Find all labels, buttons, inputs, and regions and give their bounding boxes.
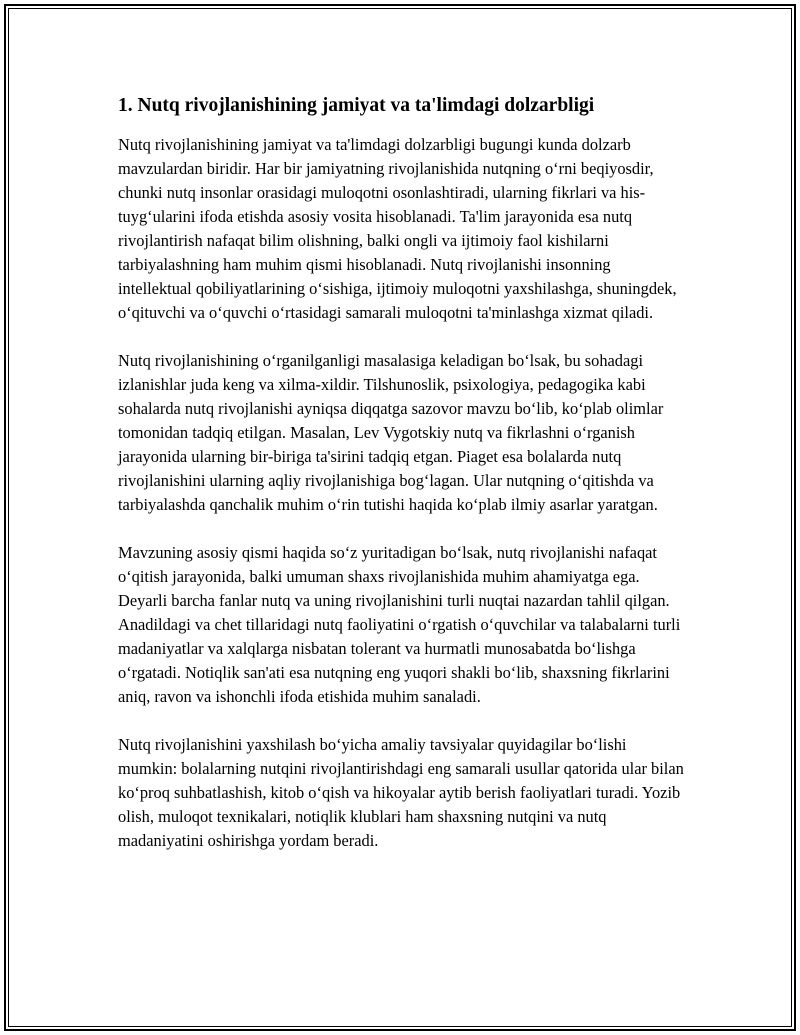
paragraph-research: Nutq rivojlanishining o‘rganilganligi masalasiga keladigan bo‘lsak, bu sohadagi izlanishlar juda keng va xilma-xildir. Tilshunoslik, psixologiya, pedagogika kabi sohalarda nutq rivojlanishi ayniqsa diqqatga sazovor mavzu bo‘lib, ko‘plab olimlar tomonidan tadqiq etilgan. Masalan, Lev Vygotskiy nutq va fikrlashni o‘rganish jarayonida ularning bir-biriga ta'sirini tadqiq etgan. Piaget esa bolalarda nutq rivojlanishini ularning aqliy rivojlanishiga bog‘lagan. Ular nutqning o‘qitishda va tarbiyalashda qanchalik muhim o‘rin tutishi haqida ko‘plab ilmiy asarlar yaratgan. — [118, 351, 664, 514]
section-heading: 1. Nutq rivojlanishining jamiyat va ta'limdagi dolzarbligi — [118, 95, 595, 116]
paragraph-relevance: Nutq rivojlanishining jamiyat va ta'limdagi dolzarbligi bugungi kunda dolzarb mavzulardan biridir. Har bir jamiyatning rivojlanishida nutqning o‘rni beqiyosdir, chunki nutq insonlar orasidagi muloqotni osonlashtiradi, ularning fikrlari va his-tuyg‘ularini ifoda etishda asosiy vosita hisoblanadi. Ta'lim jarayonida esa nutq rivojlantirish nafaqat bilim olishning, balki ongli va ijtimoiy faol kishilarni tarbiyalashning ham muhim qismi hisoblanadi. Nutq rivojlanishi insonning intellektual qobiliyatlarining o‘sishiga, ijtimoiy muloqotni yaxshilashga, shuningdek, o‘qituvchi va o‘quvchi o‘rtasidagi samarali muloqotni ta'minlashga xizmat qiladi. — [118, 135, 677, 322]
paragraph-recommendations: Nutq rivojlanishini yaxshilash bo‘yicha amaliy tavsiyalar quyidagilar bo‘lishi mumkin: bolalarning nutqini rivojlantirishdagi eng samarali usullar qatorida ular bilan ko‘proq suhbatlashish, kitob o‘qish va hikoyalar aytib berish faoliyatlari turadi. Yozib olish, muloqot texnikalari, notiqlik klublari ham shaxsning nutqini va nutq madaniyatini oshirishga yordam beradi. — [118, 735, 684, 850]
paragraph-main-part: Mavzuning asosiy qismi haqida so‘z yuritadigan bo‘lsak, nutq rivojlanishi nafaqat o‘qitish jarayonida, balki umuman shaxs rivojlanishida muhim ahamiyatga ega. Deyarli barcha fanlar nutq va uning rivojlanishini turli nuqtai nazardan tahlil qilgan. Anadildagi va chet tillaridagi nutq faoliyatini o‘rgatish o‘quvchilar va talabalarni turli madaniyatlar va xalqlarga nisbatan tolerant va hurmatli munosabatda bo‘lishga o‘rgatadi. Notiqlik san'ati esa nutqning eng yuqori shakli bo‘lib, shaxsning fikrlarini aniq, ravon va ishonchli ifoda etishida muhim sanaladi. — [118, 543, 681, 706]
document-body — [118, 92, 688, 877]
